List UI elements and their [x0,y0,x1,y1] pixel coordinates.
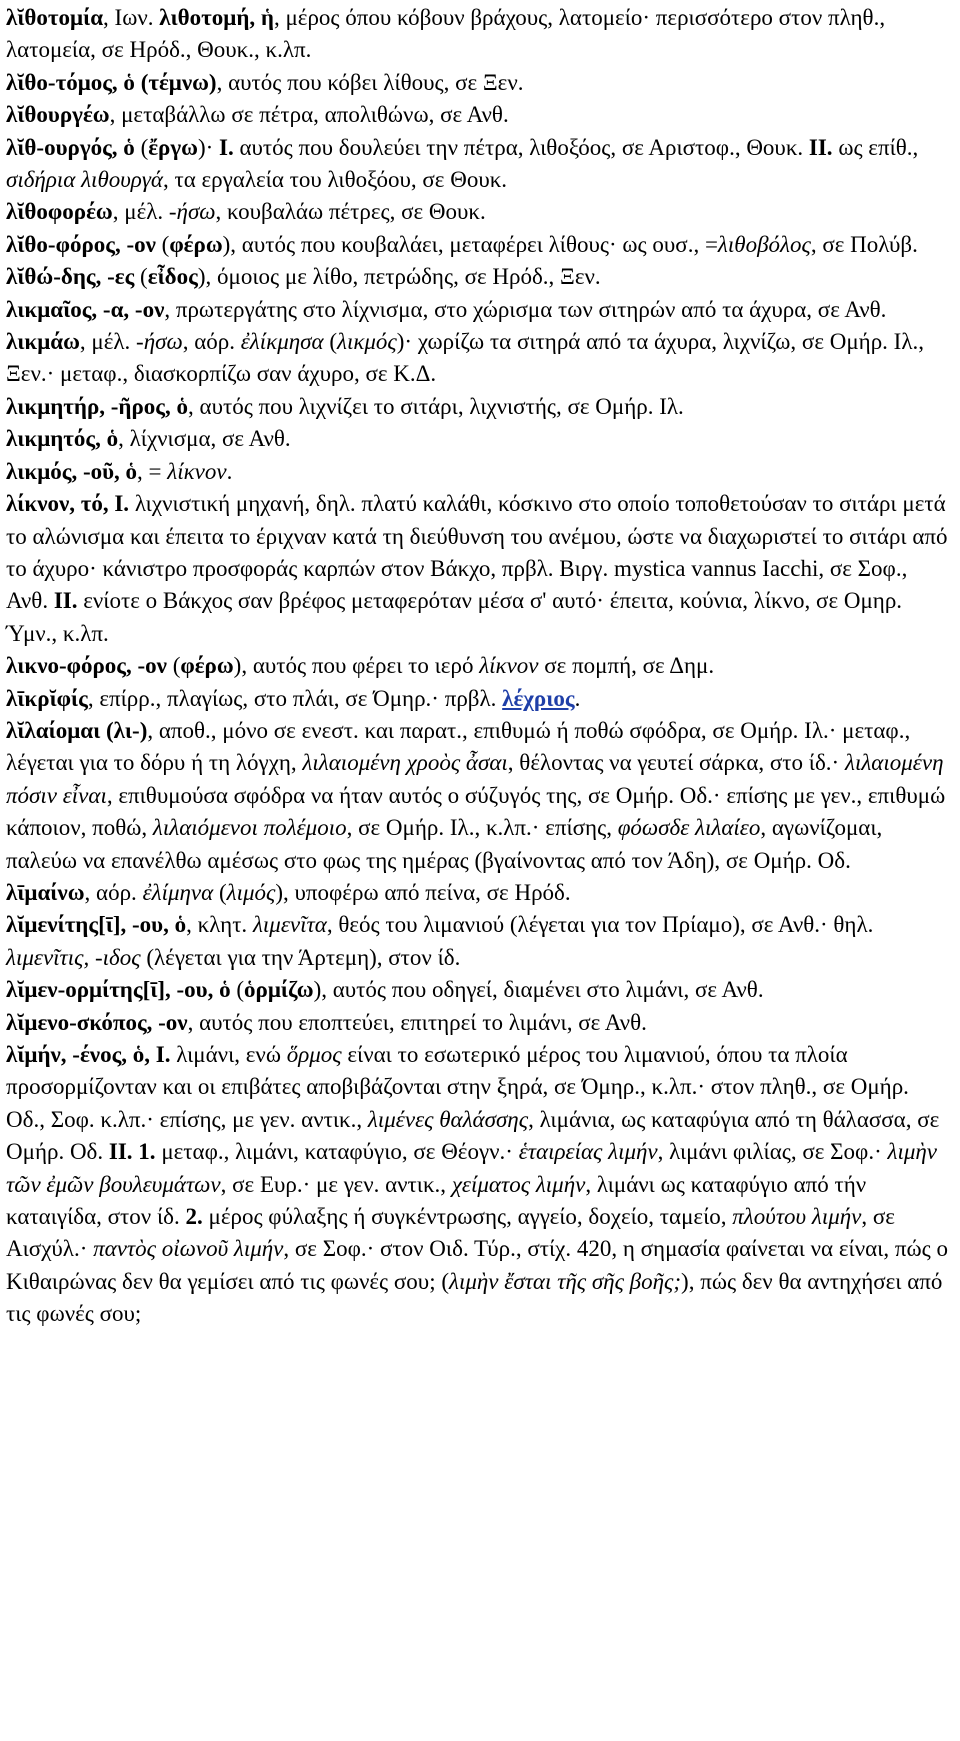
headword: λικμός, -οῦ, ὁ [6,458,138,484]
italic-phrase: πλούτου λιμήν [732,1204,862,1230]
dictionary-entry [6,132,948,197]
definition-text: ( [230,977,245,1003]
headword: λῐθο-τόμος, ὁ [6,69,135,95]
headword: λικμαῖος, -α, -ον [6,296,165,322]
italic-phrase: ὅρμος [286,1042,342,1067]
dictionary-entry [6,1039,948,1331]
dictionary-entry [6,99,948,131]
italic-phrase: φόωσδε λιλαίεο [617,815,761,841]
definition-text: , σε Ομήρ. Ιλ., κ.λπ.· επίσης, [346,815,618,841]
bold-term: II. 1. [108,1139,156,1165]
dictionary-entry [6,877,948,909]
dictionary-entry [6,196,948,228]
bold-term: 2. [185,1204,203,1230]
definition-text: ), αυτός που φέρει το ιερό [233,653,480,679]
definition-text: , μεταβάλλω σε πέτρα, απολιθώνω, σε Ανθ. [109,102,509,128]
dictionary-entry [6,909,948,974]
definition-text: , κλητ. [186,912,253,938]
bold-term: (λι-) [105,717,148,743]
headword: λῐθοτομία [6,5,104,30]
dictionary-entry [6,974,948,1006]
italic-phrase: παντὸς οἰωνοῦ λιμήν [93,1236,284,1262]
bold-term: εἶδος [147,264,198,290]
headword: λίκνον, τό, I. [6,491,130,517]
definition-text: ( [166,653,181,679]
definition-text: ( [213,879,227,905]
definition-text: , λιμάνι ως καταφύγιο από τήν καταιγίδα, στον ίδ. [6,1171,867,1230]
definition-text: , τα εργαλεία του λιθοξόου, σε Θουκ. [162,167,508,193]
definition-text: ( [134,134,149,160]
definition-text: , αυτός που κόβει λίθους, σε Ξεν. [216,69,524,95]
definition-text: . [574,685,581,711]
bold-term: II. [53,588,78,614]
headword: λῐμήν, -ένος, ὁ, I. [6,1042,171,1067]
definition-text: . [226,458,233,484]
definition-text: μέρος φύλαξης ή συγκέντρωσης, αγγείο, δοχείο, ταμείο, [202,1204,733,1230]
italic-phrase: λικμός [336,329,397,355]
definition-text: , = [137,458,168,484]
italic-phrase: -ήσω [168,199,216,225]
dictionary-entry [6,294,948,326]
dictionary-entry [6,456,948,488]
headword: λικμητήρ, -ῆρος, ὁ [6,393,189,419]
definition-text: ( [155,231,170,257]
italic-phrase: λιλαιομένη πόσιν εἶναι [6,750,944,808]
dictionary-entry [6,261,948,293]
headword: λικνο-φόρος, -ον [6,653,167,679]
italic-phrase: σιδήρια λιθουργά [6,167,163,193]
dictionary-entry [6,423,948,455]
definition-text: , θέλοντας να γευτεί σάρκα, στο ίδ.· [507,750,845,776]
headword: λῐθοφορέω [6,199,113,225]
definition-text: , σε Ευρ.· με γεν. αντικ., [220,1171,452,1197]
dictionary-entry [6,67,948,99]
definition-text: ), αυτός που κουβαλάει, μεταφέρει λίθους· ως ουσ., = [222,231,718,257]
italic-phrase: λίκνον [167,458,227,484]
dictionary-entry [6,715,948,877]
definition-text: , επίρρ., πλαγίως, στο πλάι, σε Όμηρ.· πρβλ. [87,685,503,711]
definition-text: (λέγεται για την Άρτεμη), στον ίδ. [140,944,461,970]
definition-text: ), όμοιος με λίθο, πετρώδης, σε Ηρόδ., Ξεν. [197,264,601,290]
definition-text: σε πομπή, σε Δημ. [538,653,715,679]
italic-phrase: λιθοβόλος [717,231,811,257]
bold-term: λιθοτομή, ἡ [159,5,274,30]
italic-phrase: -ήσω [136,329,183,355]
definition-text: μεταφ., λιμάνι, καταφύγιο, σε Θέογν.· [155,1139,519,1165]
headword: λῐθώ-δης, -ες [6,264,135,290]
dictionary-entry [6,326,948,391]
definition-text: , αποθ., μόνο σε ενεστ. και παρατ., επιθυμώ ή ποθώ σφόδρα, σε Ομήρ. Ιλ.· μεταφ., λέγεται για το δόρυ ή τη λόγχη, [6,717,911,776]
definition-text: , κουβαλάω πέτρες, σε Θουκ. [215,199,486,225]
headword: λῐμεν-ορμίτης[ῑ], -ου, ὁ [6,977,231,1003]
italic-phrase: λιμὴν ἔσται τῆς σῆς βοῆς; [449,1268,682,1294]
definition-text: , θεός του λιμανιού (λέγεται για τον Πρίαμο), σε Ανθ.· θηλ. [326,912,874,938]
headword: λῑμαίνω [6,879,85,905]
bold-term: ὁρμίζω [244,977,314,1003]
headword: λῑκρῐφίς [6,685,88,711]
definition-text: ως επίθ., [832,134,919,160]
bold-term: (τέμνω) [140,69,217,95]
cross-reference-link[interactable]: λέχριος [502,685,575,711]
definition-text: , μέρος όπου κόβουν βράχους, λατομείο· περισσότερο στον πληθ., λατομεία, σε Ηρόδ., Θουκ., κ.λπ. [6,5,886,63]
definition-text: ( [323,329,337,355]
dictionary-entry [6,1007,948,1039]
definition-text: ενίοτε ο Βάκχος σαν βρέφος μεταφερόταν μέσα σ' αυτό· έπειτα, κούνια, λίκνο, σε Ομηρ. Ύμν., κ.λπ. [6,588,903,646]
bold-term: φέρω [180,653,234,679]
italic-phrase: λιμενῖτα [252,912,327,938]
italic-phrase: λιμὴν τῶν ἐμῶν βουλευμάτων [6,1139,938,1197]
definition-text: , αόρ. [182,329,241,355]
definition-text: ), πώς δεν θα αντηχήσει από τις φωνές σου; [6,1268,943,1327]
bold-term: ἔργω [148,134,198,160]
definition-text: , σε Πολύβ. [810,231,918,257]
dictionary-entry [6,391,948,423]
definition-text: , Ιων. [103,5,160,30]
italic-phrase: χείματος λιμήν [451,1171,586,1197]
italic-phrase: λιλαιόμενοι πολέμοιο [152,815,347,841]
definition-text: ( [134,264,148,290]
italic-phrase: λιλαιομένη χροὸς ἆσαι [302,750,508,776]
definition-text: , μέλ. [112,199,169,225]
dictionary-entry [6,2,948,67]
headword: λῐμενίτης[ῑ], -ου, ὁ [6,912,187,938]
italic-phrase: λίκνον [479,653,539,679]
definition-text: , αγωνίζομαι, παλεύω να επανέλθω αμέσως στο φως της ημέρας (βγαίνοντας από τον Άδη), σε Ομήρ. Οδ. [6,815,883,873]
bold-term: I. [219,134,234,160]
definition-text: λιχνιστική μηχανή, δηλ. πλατύ καλάθι, κόσκινο στο οποίο τοποθετούσαν το σιτάρι μετά το αλώνισμα και έπειτα το έριχναν κατά τη διεύθυνση του ανέμου, ώστε να διαχωριστεί το σιτάρι από το άχυρο· κάνιστρο προσφοράς καρπών στον Βάκχο, πρβλ. Βιργ. mystica vannus Iacchi, σε Σοφ., Ανθ. [6,491,948,614]
italic-phrase: ἑταιρείας λιμήν [518,1139,658,1165]
bold-term: II. [808,134,833,160]
bold-term: φέρω [169,231,223,257]
definition-text: , αυτός που εποπτεύει, επιτηρεί το λιμάνι, σε Ανθ. [187,1009,647,1035]
headword: λικμητός, ὁ [6,426,119,452]
definition-text: , λιμάνι φιλίας, σε Σοφ.· [657,1139,888,1165]
dictionary-entry [6,650,948,682]
definition-text: , επιθυμούσα σφόδρα να ήταν αυτός ο σύζυγός της, σε Ομήρ. Οδ.· επίσης με γεν., επιθυμώ κάποιον, ποθώ, [6,782,946,841]
italic-phrase: ἐλίμηνα [142,879,214,905]
definition-text: είναι το εσωτερικό μέρος του λιμανιού, όπου τα πλοία προσορμίζονταν και οι επιβάτες αποβιβάζονται στην ξηρά, σε Όμηρ., κ.λπ.· στον πληθ., σε Ομήρ. Οδ., Σοφ. κ.λπ.· επίσης, με γεν. αντικ., [6,1042,909,1132]
italic-phrase: ἐλίκμησα [240,329,324,355]
definition-text: , αυτός που λιχνίζει το σιτάρι, λιχνιστής, σε Ομήρ. Ιλ. [188,393,684,419]
italic-phrase: λιμένες θαλάσσης [367,1106,529,1132]
headword: λῐλαίομαι [6,717,101,743]
definition-text: , σε Αισχύλ.· [6,1204,895,1262]
dictionary-entry [6,488,948,650]
headword: λῐμενο-σκόπος, -ον [6,1009,188,1035]
definition-text: , σε Σοφ.· στον Οιδ. Τύρ., στίχ. 420, η σημασία φαίνεται να είναι, πώς ο Κιθαιρώνας δεν θα γεμίσει από τις φωνές σου; ( [6,1236,948,1294]
definition-text: λιμάνι, ενώ [170,1042,287,1067]
definition-text: )· [197,134,220,160]
italic-phrase: λιμός [226,879,276,905]
dictionary-entry [6,229,948,261]
definition-text: , λίχνισμα, σε Ανθ. [118,426,291,452]
definition-text: )· χωρίζω τα σιτηρά από τα άχυρα, λιχνίζω, σε Ομήρ. Ιλ., Ξεν.· μεταφ., διασκορπίζω σαν άχυρο, σε Κ.Δ. [6,329,924,387]
dictionary-entry [6,683,948,715]
definition-text: ), αυτός που οδηγεί, διαμένει στο λιμάνι, σε Ανθ. [313,977,764,1003]
definition-text: ), υποφέρω από πείνα, σε Ηρόδ. [275,879,571,905]
definition-text: , πρωτεργάτης στο λίχνισμα, στο χώρισμα των σιτηρών από τα άχυρα, σε Ανθ. [164,296,887,322]
italic-phrase: λιμενῖτις, -ιδος [6,944,141,970]
headword: λῐθο-φόρος, -ον [6,231,156,257]
definition-text: , μέλ. [79,329,137,355]
headword: λῐθ-ουργός, ὁ [6,134,135,160]
headword: λῐθουργέω [6,102,110,128]
headword: λικμάω [6,329,80,355]
definition-text: , λιμάνια, ως καταφύγια από τη θάλασσα, σε Ομήρ. Οδ. [6,1106,940,1165]
definition-text: αυτός που δουλεύει την πέτρα, λιθοξόος, σε Αριστοφ., Θουκ. [233,134,809,160]
definition-text: , αόρ. [84,879,143,905]
